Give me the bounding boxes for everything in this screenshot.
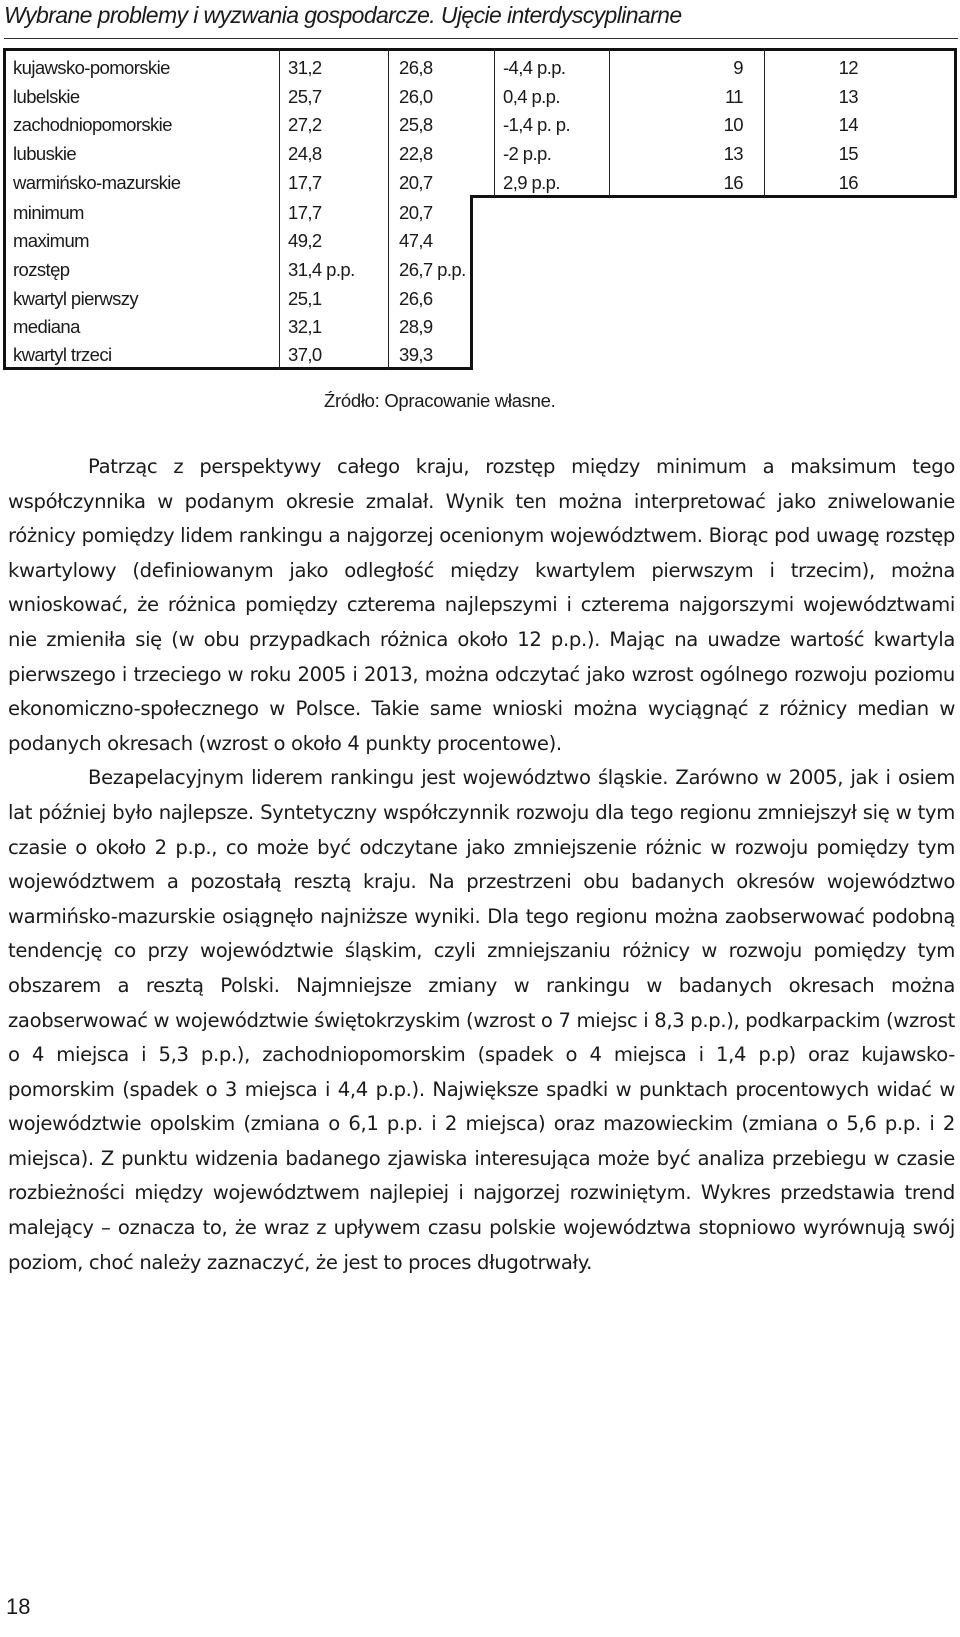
paragraph: Bezapelacyjnym liderem rankingu jest województwo śląskie. Zarówno w 2005, jak i osiem lat później było najlepsze. Syntetyczny współczynnik rozwoju dla tego regionu zmniejszył się w tym czasie o około 2 p.p., co może być odczytane jako zmniejszenie różnic w rozwoju pomiędzy tym województwem a pozostałą resztą kraju. Na przestrzeni obu badanych okresów województwo warmińsko-mazurskie osiągnęło najniższe wyniki. Dla tego regionu można zaobserwować podobną tendencję co przy województwie śląskim, czyli zmniejszaniu różnicy w rozwoju pomiędzy tym obszarem a resztą Polski. Najmniejsze zmiany w rankingu w badanych okresach można zaobserwować w województwie świętokrzyskim (wzrost o 7 miejsc i 8,3 p.p.), podkarpackim (wzrost o 4 miejsca i 5,3 p.p.), zachodniopomorskim (spadek o 4 miejsca i 1,4 p.p) oraz kujawsko-pomorskim (spadek o 3 miejsca i 4,4 p.p.). Największe spadki w punktach procentowych widać w województwie opolskim (zmiana o 6,1 p.p. i 2 miejsca) oraz mazowieckim (zmiana o 5,6 p.p. i 2 miejsca). Z punktu widzenia badanego zjawiska interesująca może być analiza przebiegu w czasie rozbieżności między województwem najlepiej i najgorzej rozwiniętym. Wykres przedstawia trend malejący – oznacza to, że wraz z upływem czasu polskie województwa stopniowo wyrównują swój poziom, choć należy zaznaczyć, że jest to proces długotrwały. — [8, 766, 955, 1274]
value-2005: 31,2 — [288, 57, 322, 78]
stat-2013: 26,6 — [399, 288, 433, 309]
stat-label: maximum — [13, 230, 89, 251]
stat-2005: 25,1 — [288, 288, 322, 309]
stat-2005: 49,2 — [288, 230, 322, 251]
rank-2005: 11 — [724, 86, 743, 107]
stats-row — [3, 282, 957, 311]
page-number: 18 — [6, 1594, 31, 1619]
rank-2013: 15 — [838, 143, 858, 164]
stat-2013: 20,7 — [399, 202, 433, 223]
stats-row — [3, 338, 957, 367]
paragraph: Patrząc z perspektywy całego kraju, rozstęp między minimum a maksimum tego współczynnika w podanym okresie zmalał. Wynik ten można interpretować jako zniwelowanie różnicy pomiędzy lidem rankingu a najgorzej ocenionym województwem. Biorąc pod uwagę rozstęp kwartylowy (definiowanym jako odległość między kwartylem pierwszym i trzecim), można wnioskować, że różnica pomiędzy czterema najlepszymi i czterema najgorszymi województwami nie zmieniła się (w obu przypadkach różnica około 12 p.p.). Mając na uwadze wartość kwartyla pierwszego i trzeciego w roku 2005 i 2013, można odczytać jako wzrost ogólnego rozwoju poziomu ekonomiczno-społecznego w Polsce. Takie same wnioski można wyciągnąć z różnicy median w podanych okresach (wzrost o około 4 punkty procentowe). — [8, 455, 955, 755]
value-change: -4,4 p.p. — [503, 57, 566, 78]
table-row — [3, 108, 957, 137]
value-2013: 26,8 — [399, 57, 433, 78]
stat-2005: 31,4 p.p. — [288, 259, 355, 280]
table-row — [3, 80, 957, 109]
region-name: lubuskie — [13, 143, 77, 164]
value-2013: 25,8 — [399, 114, 433, 135]
region-name: warmińsko-mazurskie — [13, 172, 181, 193]
value-change: -2 p.p. — [503, 143, 552, 164]
rank-2005: 16 — [723, 172, 743, 193]
value-2005: 24,8 — [288, 143, 322, 164]
region-name: kujawsko-pomorskie — [13, 57, 170, 78]
rank-2013: 12 — [838, 57, 858, 78]
value-2013: 26,0 — [399, 86, 433, 107]
value-change: -1,4 p. p. — [503, 114, 571, 135]
stats-row — [3, 310, 957, 339]
rank-2005: 10 — [723, 114, 743, 135]
stat-2013: 47,4 — [399, 230, 433, 251]
stat-2005: 17,7 — [288, 202, 322, 223]
stat-2013: 26,7 p.p. — [399, 259, 466, 280]
stat-label: kwartyl trzeci — [13, 344, 112, 365]
value-2013: 22,8 — [399, 143, 433, 164]
value-change: 2,9 p.p. — [503, 172, 560, 193]
value-2013: 20,7 — [399, 172, 433, 193]
value-2005: 17,7 — [288, 172, 322, 193]
stat-2013: 39,3 — [399, 344, 433, 365]
stats-row — [3, 196, 957, 225]
value-2005: 25,7 — [288, 86, 322, 107]
data-table — [3, 48, 957, 388]
stats-row — [3, 253, 957, 282]
running-header-title: Wybrane problemy i wyzwania gospodarcze. Ujęcie interdyscyplinarne — [4, 2, 682, 28]
region-name: zachodniopomorskie — [13, 114, 172, 135]
stat-label: kwartyl pierwszy — [13, 288, 139, 309]
stat-label: rozstęp — [13, 259, 70, 280]
table-source-note: Źródło: Opracowanie własne. — [324, 390, 556, 411]
table-row — [3, 137, 957, 166]
rank-2013: 14 — [838, 114, 858, 135]
rank-2013: 16 — [838, 172, 858, 193]
value-2005: 27,2 — [288, 114, 322, 135]
table-row — [3, 51, 957, 80]
region-name: lubelskie — [13, 86, 80, 107]
stat-2005: 37,0 — [288, 344, 322, 365]
stat-2005: 32,1 — [288, 316, 322, 337]
table-row — [3, 166, 957, 195]
stats-row — [3, 224, 957, 253]
header-rule — [4, 38, 958, 39]
rank-2005: 9 — [733, 57, 743, 78]
stat-2013: 28,9 — [399, 316, 433, 337]
stat-label: mediana — [13, 316, 80, 337]
running-header — [0, 0, 960, 40]
rank-2005: 13 — [723, 143, 743, 164]
stat-label: minimum — [13, 202, 84, 223]
value-change: 0,4 p.p. — [503, 86, 560, 107]
body-text — [8, 450, 955, 1280]
rank-2013: 13 — [838, 86, 858, 107]
table-bottom-border — [3, 367, 473, 370]
